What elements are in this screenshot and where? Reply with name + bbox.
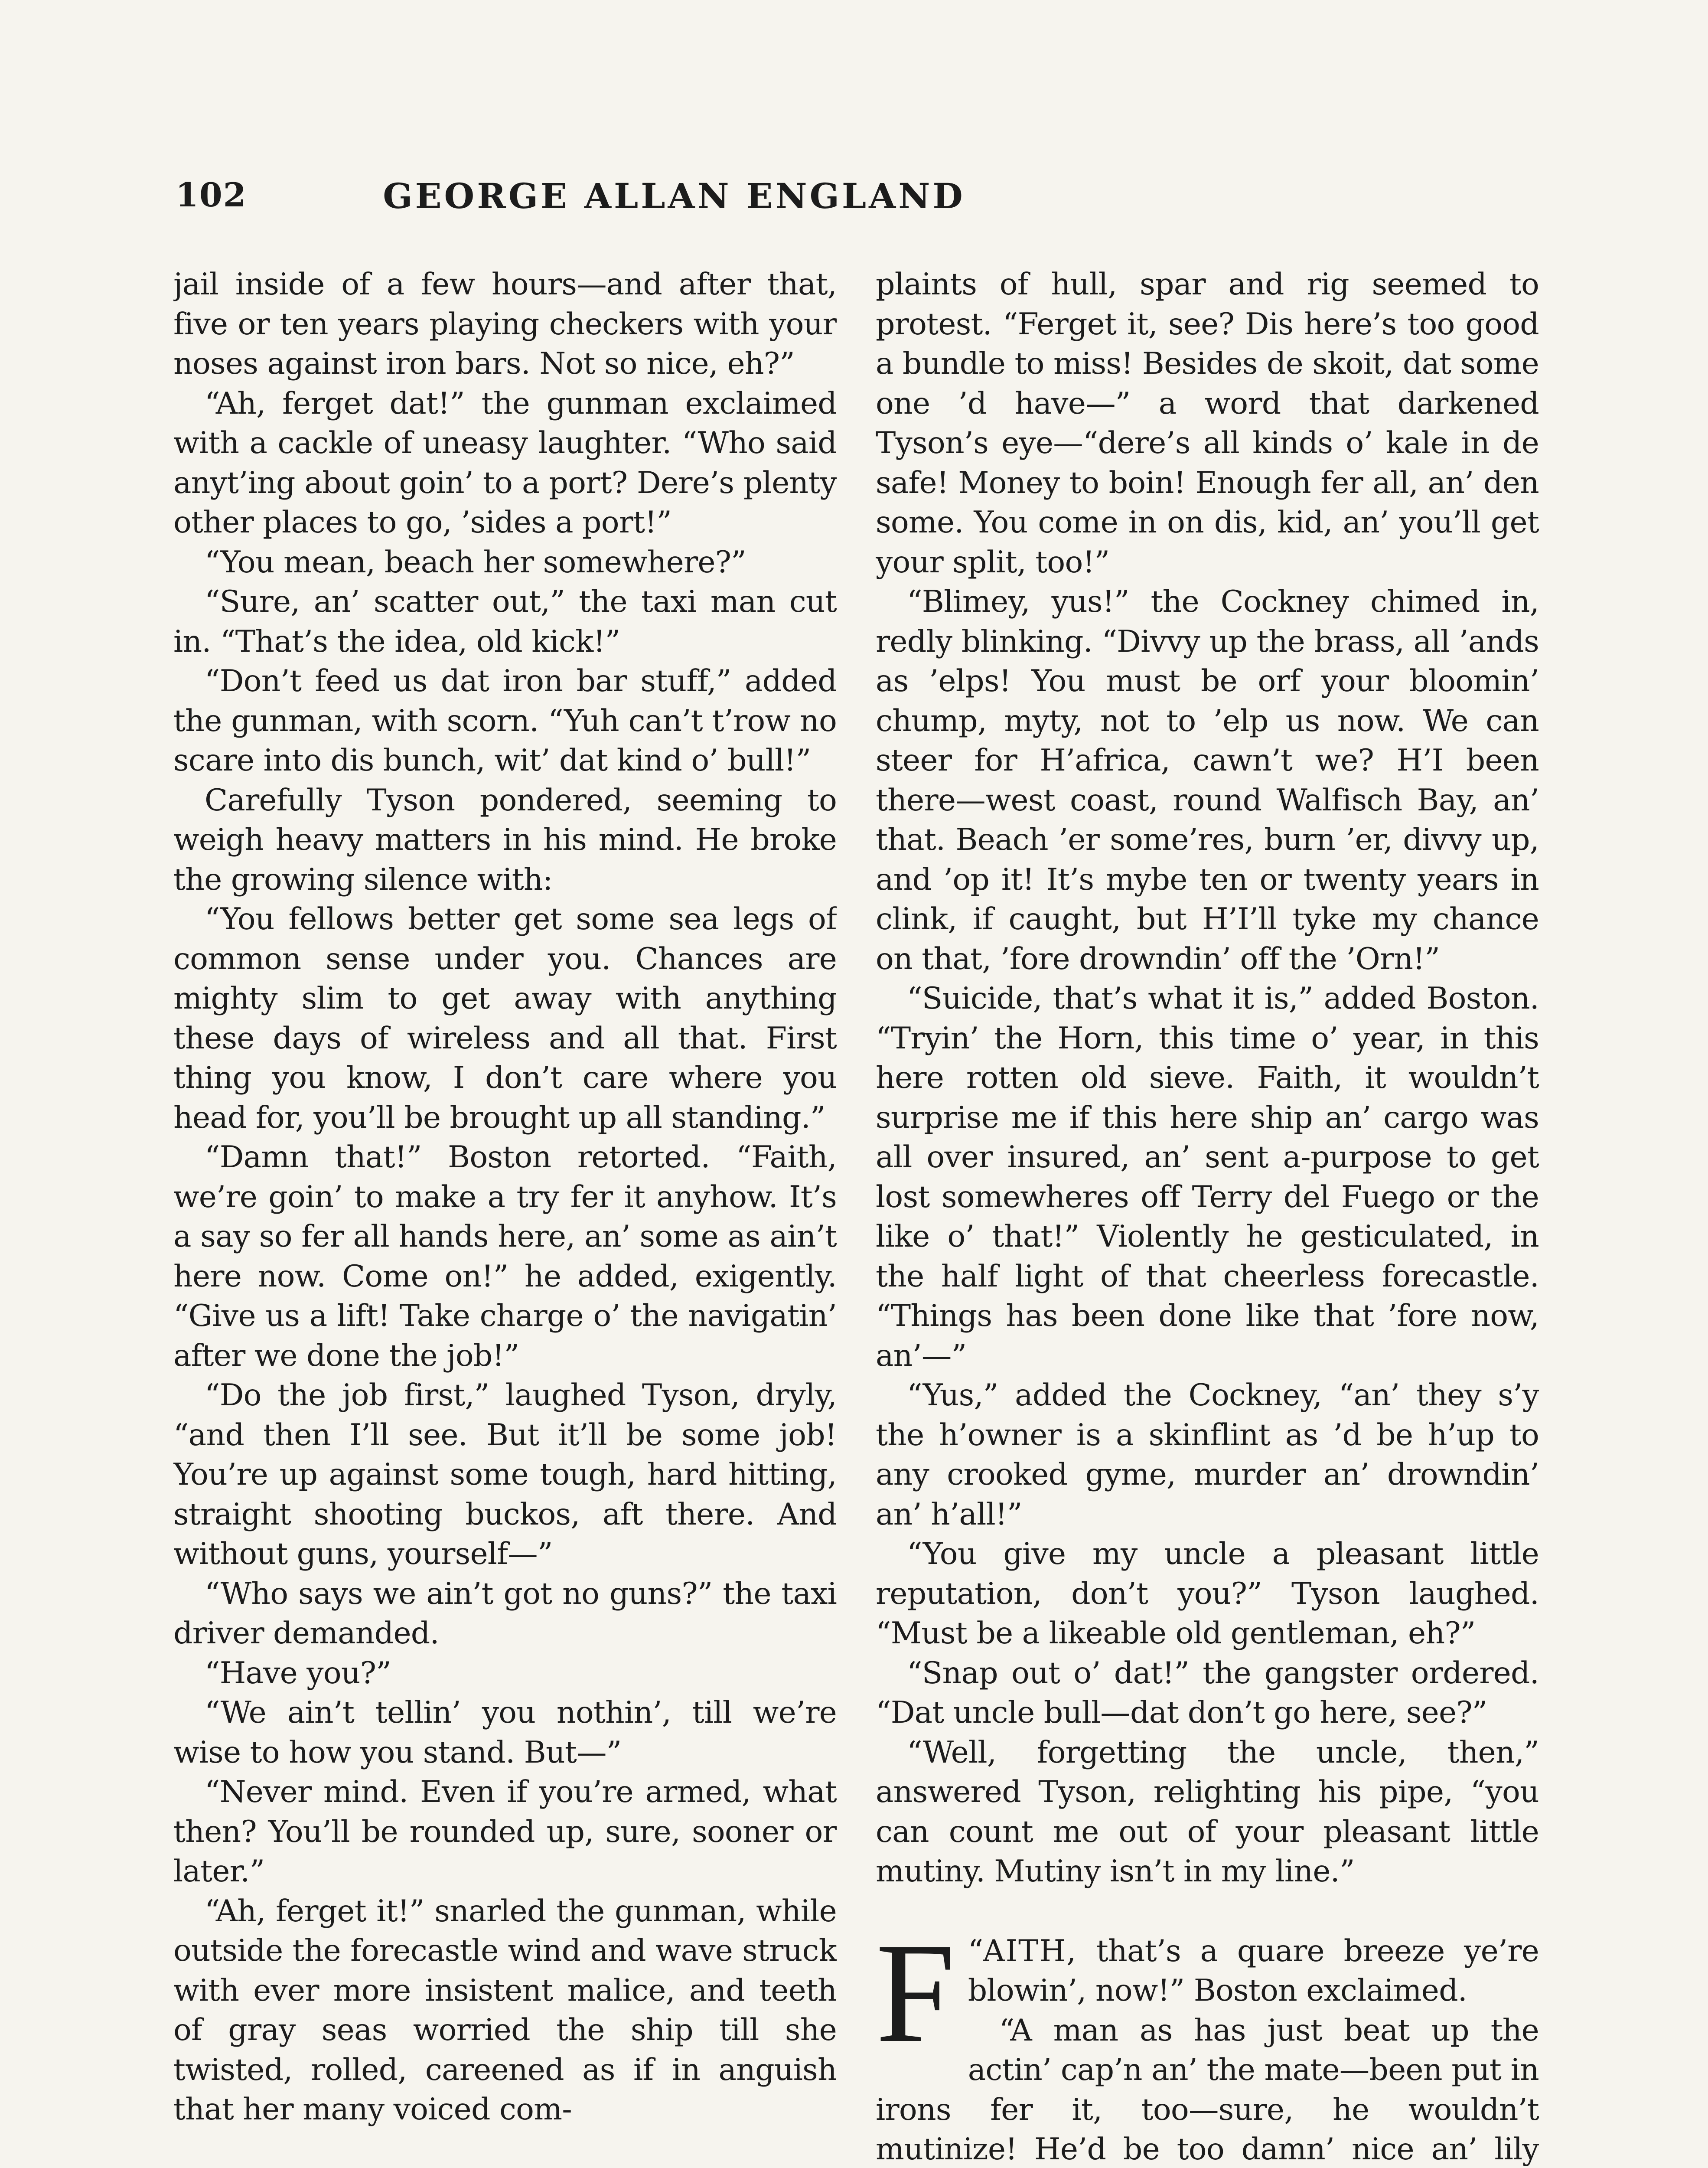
right-column	[876, 264, 1539, 2168]
paragraph: “Snap out o’ dat!” the gangster ordered. “Dat uncle bull—dat don’t go here, see?”	[876, 1655, 1539, 1730]
paragraph: “A man as has just beat up the actin’ cap’n an’ the mate—been put in irons fer it, too—sure, he wouldn’t mutinize! He’d be too damn’ nice an’ lily	[876, 2012, 1539, 2167]
paragraph: “Yus,” added the Cockney, “an’ they s’y the h’owner is a skinflint as ’d be h’up to any crooked gyme, murder an’ drowndin’ an’ h’all!”	[876, 1378, 1539, 1532]
lead-caps: AITH,	[983, 1933, 1077, 1969]
paragraph: “You mean, beach her somewhere?”	[205, 544, 746, 580]
open-quote: “	[968, 1933, 983, 1969]
paragraph: “Damn that!” Boston retorted. “Faith, we’re goin’ to make a try fer it anyhow. It’s a say so fer all hands here, an’ some as ain’t here now. Come on!” he added, exigently. “Give us a lift! Take charge o’ the navigatin’ after we done the job!”	[173, 1140, 837, 1373]
paragraph: Carefully Tyson pondered, seeming to weigh heavy matters in his mind. He broke the growing silence with:	[173, 782, 837, 897]
paragraph: “Never mind. Even if you’re armed, what then? You’ll be rounded up, sure, sooner or later.”	[173, 1774, 837, 1889]
page-header	[176, 176, 1173, 228]
paragraph: “You fellows better get some sea legs of common sense under you. Chances are mighty slim to get away with anything these days of wireless and all that. First thing you know, I don’t care where you head for, you’ll be brought up all standing.”	[173, 901, 837, 1135]
paragraph: “We ain’t tellin’ you nothin’, till we’re wise to how you stand. But—”	[173, 1695, 837, 1770]
paragraph: “Suicide, that’s what it is,” added Boston. “Tryin’ the Horn, this time o’ year, in this here rotten old sieve. Faith, it wouldn’t surprise me if this here ship an’ cargo was all over insured, an’ sent a-purpose to get lost somewheres off Terry del Fuego or the like o’ that!” Violently he gesticulated, in the half light of that cheerless forecastle. “Things has been done like that ’fore now, an’—”	[876, 981, 1539, 1373]
page-number: 102	[176, 176, 247, 214]
paragraph: “Well, forgetting the uncle, then,” answered Tyson, relighting his pipe, “you can count me out of your pleasant little mutiny. Mutiny isn’t in my line.”	[876, 1734, 1539, 1889]
running-title: GEORGE ALLAN ENGLAND	[383, 176, 965, 216]
paragraph: “Don’t feed us dat iron bar stuff,” added the gunman, with scorn. “Yuh can’t t’row no scare into dis bunch, wit’ dat kind o’ bull!”	[173, 663, 837, 778]
left-column	[173, 264, 837, 2168]
paragraph: “Blimey, yus!” the Cockney chimed in, redly blinking. “Divvy up the brass, all ’ands as ’elps! You must be orf your bloomin’ chump, myty, not to ’elp us now. We can steer for H’africa, cawn’t we? H’I been there—west coast, round Walfisch Bay, an’ that. Beach ’er some’res, burn ’er, divvy up, and ’op it! It’s mybe ten or twenty years in clink, if caught, but H’I’ll tyke my chance on that, ’fore drowndin’ off the ’Orn!”	[876, 584, 1539, 976]
paragraph: “Who says we ain’t got no guns?” the taxi driver demanded.	[173, 1576, 837, 1651]
paragraph: “Ah, ferget it!” snarled the gunman, while outside the forecastle wind and wave struck with ever more insistent malice, and teeth of gray seas worried the ship till she twisted, rolled, careened as if in anguish that her many voiced com-	[173, 1893, 837, 2127]
paragraph-text: that’s a quare breeze ye’re blowin’, now!” Boston exclaimed.	[968, 1933, 1539, 2008]
section-opening-paragraph	[876, 1913, 1539, 2072]
paragraph: “Do the job first,” laughed Tyson, dryly, “and then I’ll see. But it’ll be some job! You’re up against some tough, hard hitting, straight shooting buckos, aft there. And without guns, yourself—”	[173, 1378, 837, 1571]
paragraph: “Sure, an’ scatter out,” the taxi man cut in. “That’s the idea, old kick!”	[173, 584, 837, 659]
paragraph: plaints of hull, spar and rig seemed to protest. “Ferget it, see? Dis here’s too good a bundle to miss! Besides de skoit, dat some one ’d have—” a word that darkened Tyson’s eye—“dere’s all kinds o’ kale in de safe! Money to boin! Enough fer all, an’ den some. You come in on dis, kid, an’ you’ll get your split, too!”	[876, 267, 1539, 580]
drop-cap: F	[876, 1913, 955, 2072]
paragraph: jail inside of a few hours—and after that, five or ten years playing checkers with your noses against iron bars. Not so nice, eh?”	[173, 267, 837, 381]
paragraph: “Have you?”	[205, 1655, 391, 1691]
paragraph: “You give my uncle a pleasant little reputation, don’t you?” Tyson laughed. “Must be a likeable old gentleman, eh?”	[876, 1536, 1539, 1651]
paragraph: “Ah, ferget dat!” the gunman exclaimed with a cackle of uneasy laughter. “Who said anyt’ing about goin’ to a port? Dere’s plenty other places to go, ’sides a port!”	[173, 385, 837, 540]
